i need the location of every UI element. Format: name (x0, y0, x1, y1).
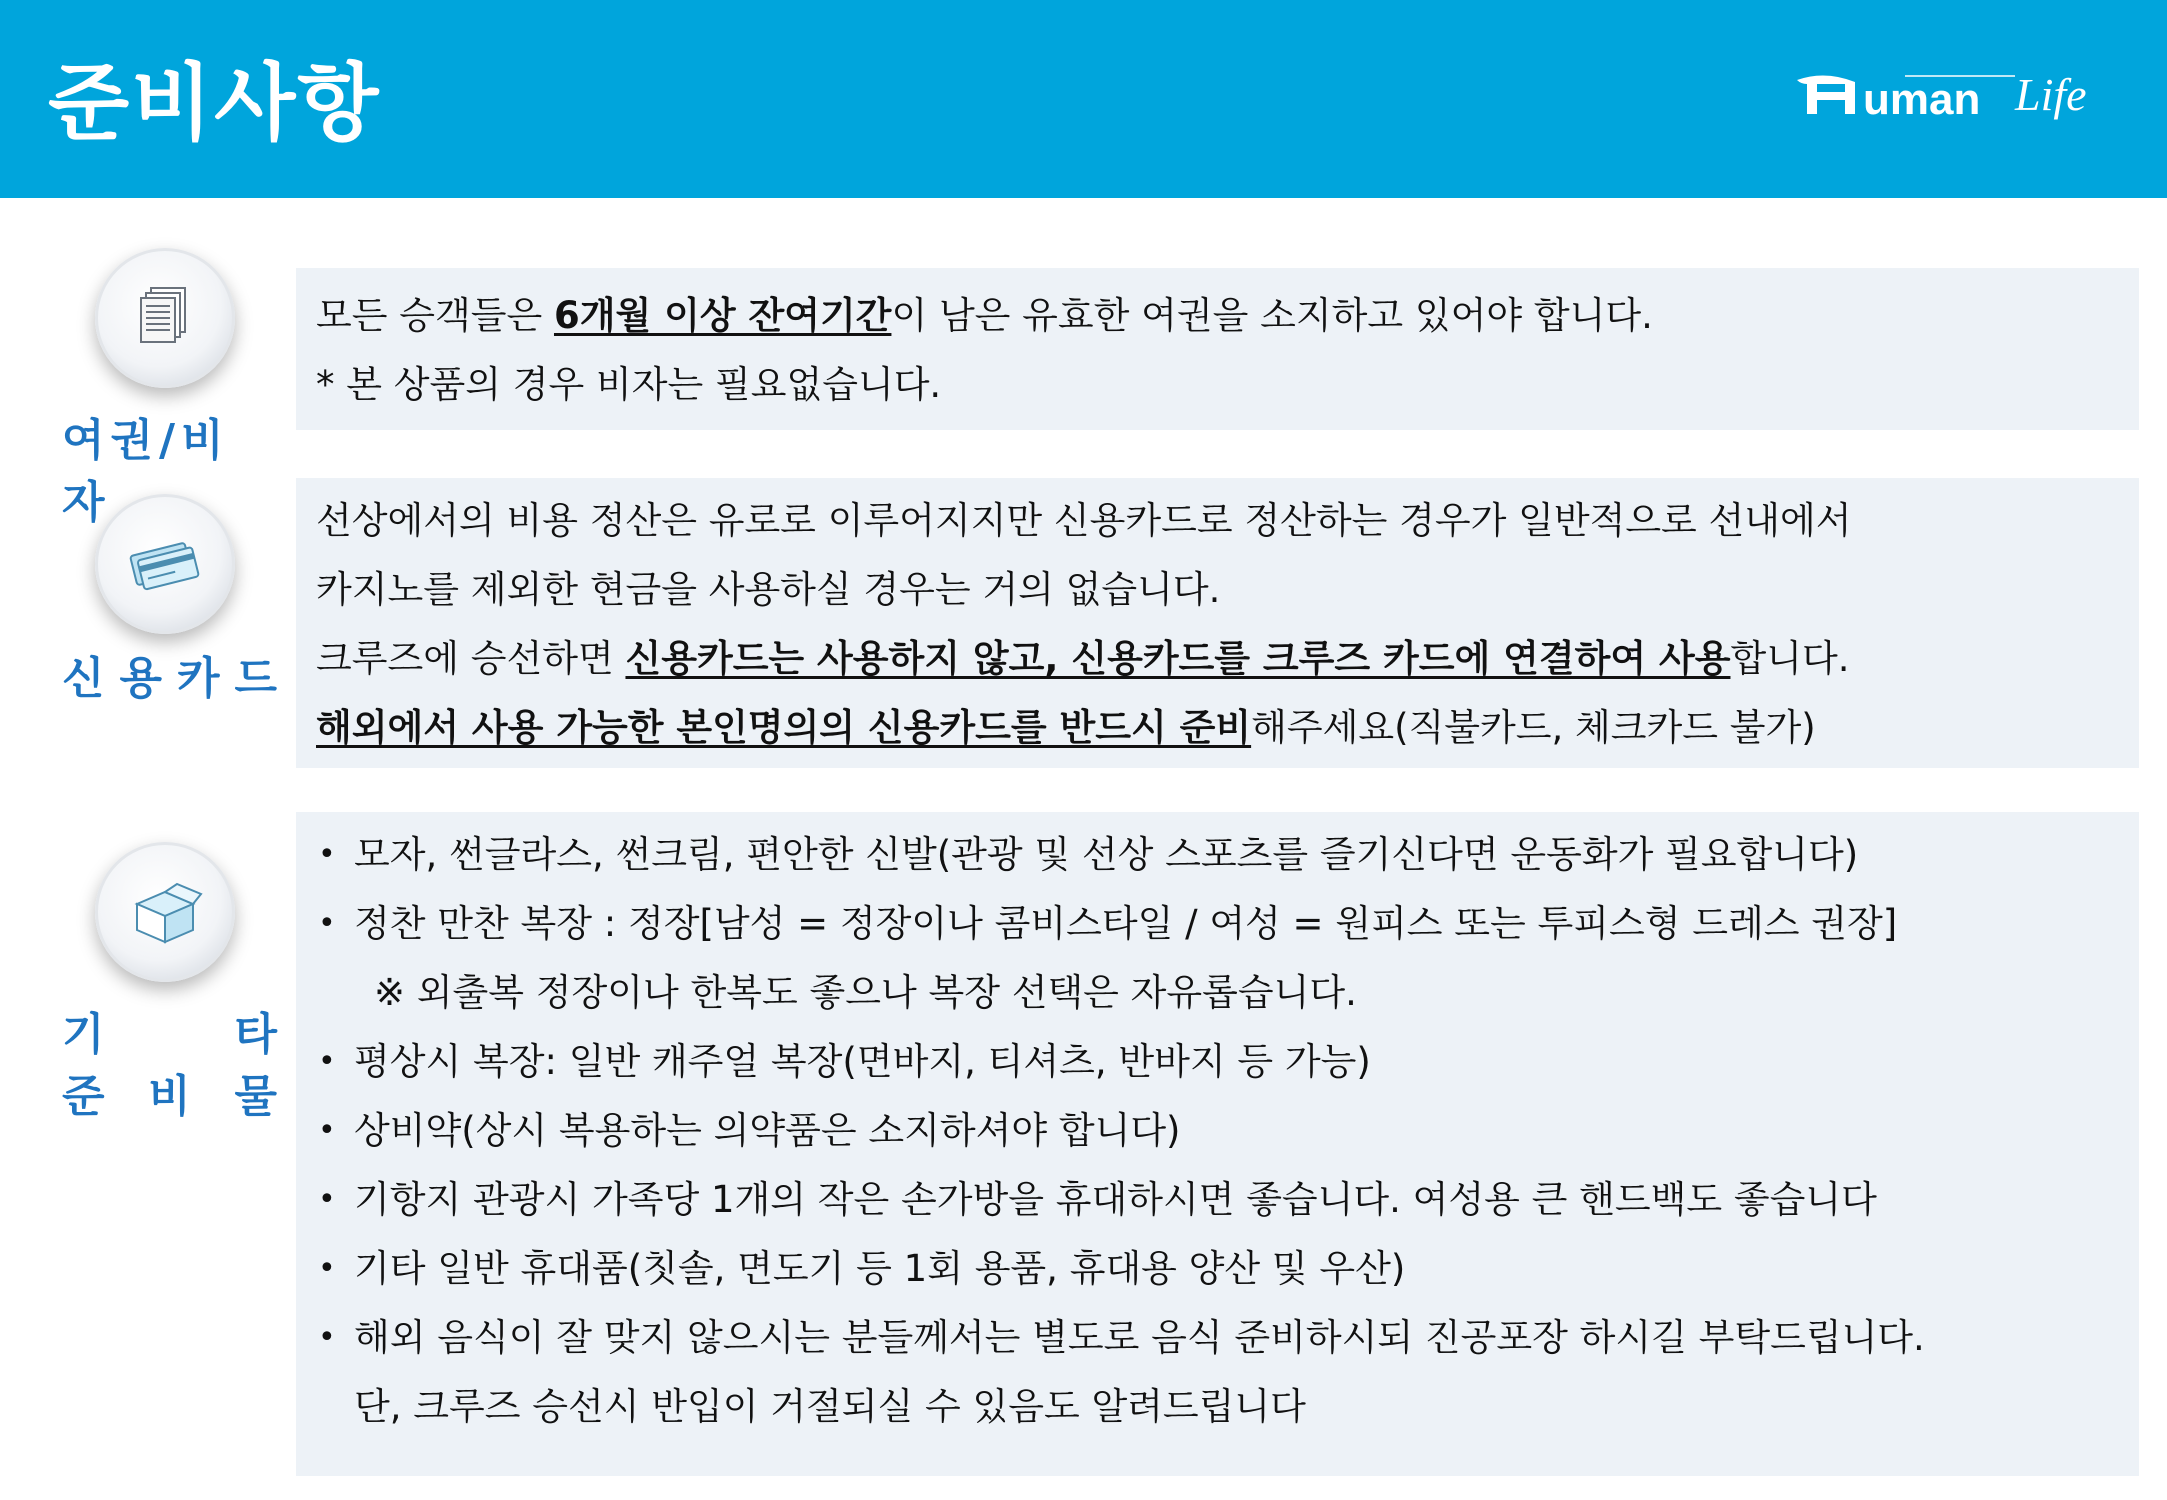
section-label-others: 기 타 준 비 물 (62, 1009, 277, 1122)
header-bar (0, 0, 2167, 198)
passport-line-2: * 본 상품의 경우 비자는 필요없습니다. (316, 363, 942, 406)
box-icon-circle (95, 842, 235, 982)
label-passport-text: 여권/비자 (62, 415, 230, 528)
bullet-marker: • (318, 1182, 336, 1217)
credit-line-1: 선상에서의 비용 정산은 유로로 이루어지지만 신용카드로 정산하는 경우가 일반적으로 선내에서 (316, 499, 1852, 542)
passport-icon-circle (95, 248, 235, 388)
bullet-marker: • (318, 1044, 336, 1079)
bullet-marker: • (318, 906, 336, 941)
others-item-4: 상비약(상시 복용하는 의약품은 소지하셔야 합니다) (354, 1109, 1181, 1152)
others-item-5: 기항지 관광시 가족당 1개의 작은 손가방을 휴대하시면 좋습니다. 여성용 큰 핸드백도 좋습니다 (354, 1178, 1877, 1221)
bullet-marker: • (318, 1251, 336, 1286)
credit-emphasis-2: 해외에서 사용 가능한 본인명의의 신용카드를 반드시 준비 (316, 706, 1252, 749)
box-icon (125, 872, 205, 952)
section-label-credit-card: 신 용 카 드 (62, 653, 277, 704)
svg-text:Life: Life (2015, 69, 2087, 120)
others-item-6: 기타 일반 휴대품(칫솔, 면도기 등 1회 용품, 휴대용 양산 및 우산) (354, 1247, 1406, 1290)
credit-line-3: 크루즈에 승선하면 신용카드는 사용하지 않고, 신용카드를 크루즈 카드에 연결하여 사용합니다. (316, 637, 1850, 680)
panel-others (296, 812, 2139, 1476)
bullet-marker: • (318, 837, 336, 872)
page-title: 준비사항 (48, 54, 381, 152)
bullet-marker: • (318, 1113, 336, 1148)
panel-credit-card (296, 478, 2139, 768)
credit-card-icon-circle (95, 494, 235, 634)
humanlife-logo (1795, 62, 2095, 132)
others-item-3: 평상시 복장: 일반 캐주얼 복장(면바지, 티셔츠, 반바지 등 가능) (354, 1040, 1371, 1083)
others-item-2: 정찬 만찬 복장 : 정장[남성 = 정장이나 콤비스타일 / 여성 = 원피스 또는 투피스형 드레스 권장] (354, 902, 1898, 945)
credit-emphasis-1: 신용카드는 사용하지 않고, 신용카드를 크루즈 카드에 연결하여 사용 (625, 637, 1731, 680)
others-item-2-note: ※ 외출복 정장이나 한복도 좋으나 복장 선택은 자유롭습니다. (374, 971, 1357, 1014)
others-item-1: 모자, 썬글라스, 썬크림, 편안한 신발(관광 및 선상 스포츠를 즐기신다면 운동화가 필요합니다) (354, 833, 1859, 876)
others-item-7-cont: 단, 크루즈 승선시 반입이 거절되실 수 있음도 알려드립니다 (354, 1385, 1306, 1428)
panel-passport (296, 268, 2139, 430)
bullet-marker: • (318, 1320, 336, 1355)
credit-line-2: 카지노를 제외한 현금을 사용하실 경우는 거의 없습니다. (316, 568, 1221, 611)
passport-line-1: 모든 승객들은 6개월 이상 잔여기간이 남은 유효한 여권을 소지하고 있어야 합니다. (316, 294, 1653, 337)
credit-card-icon (125, 524, 205, 604)
documents-icon (125, 278, 205, 358)
passport-emphasis: 6개월 이상 잔여기간 (553, 294, 892, 337)
credit-line-4: 해외에서 사용 가능한 본인명의의 신용카드를 반드시 준비해주세요(직불카드, 체크카드 불가) (316, 706, 1816, 749)
others-item-7: 해외 음식이 잘 맞지 않으시는 분들께서는 별도로 음식 준비하시되 진공포장 하시길 부탁드립니다. (354, 1316, 1925, 1359)
svg-text:uman: uman (1863, 75, 1981, 124)
